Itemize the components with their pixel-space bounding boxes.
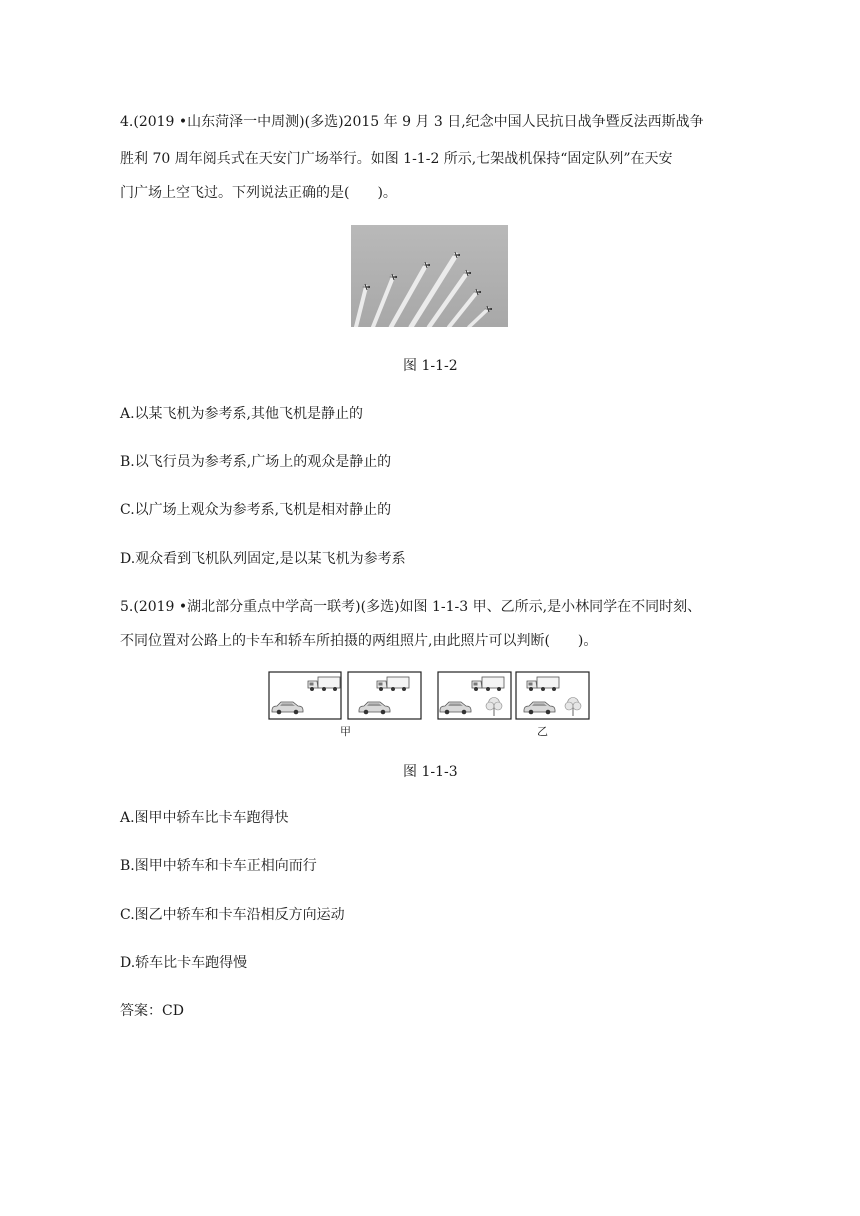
photo-yi-2 [516, 672, 589, 719]
q5-line-1: 5.(2019 •湖北部分重点中学高一联考)(多选)如图 1-1-3 甲、乙所示,是小林同学在不同时刻、 [120, 599, 702, 615]
q4-figure-caption: 图 1-1-2 [403, 358, 458, 374]
jets-formation-photo [351, 225, 508, 327]
q5-option-a: A.图甲中轿车比卡车跑得快 [120, 810, 289, 826]
q5-option-d: D.轿车比卡车跑得慢 [120, 955, 248, 971]
q4-option-c: C.以广场上观众为参考系,飞机是相对静止的 [120, 502, 392, 518]
q4-line-2: 胜利 70 周年阅兵式在天安门广场举行。如图 1-1-2 所示,七架战机保持“固定队列”在天安 [120, 151, 673, 167]
q4-option-d: D.观众看到飞机队列固定,是以某飞机为参考系 [120, 551, 406, 567]
panel-label-jia: 甲 [340, 725, 351, 738]
q5-figure-caption: 图 1-1-3 [403, 764, 458, 780]
photo-jia-1 [269, 672, 341, 719]
q4-line-1: 4.(2019 •山东菏泽一中周测)(多选)2015 年 9 月 3 日,纪念中国人民抗日战争暨反法西斯战争 [120, 114, 704, 130]
q5-option-c: C.图乙中轿车和卡车沿相反方向运动 [120, 907, 345, 923]
photo-jia-2 [348, 672, 421, 719]
photo-yi-1 [438, 672, 511, 719]
panel-label-yi: 乙 [537, 725, 548, 738]
q4-option-b: B.以飞行员为参考系,广场上的观众是静止的 [120, 454, 392, 470]
q5-option-b: B.图甲中轿车和卡车正相向而行 [120, 858, 317, 874]
q4-line-3: 门广场上空飞过。下列说法正确的是( )。 [120, 185, 397, 201]
q5-line-2: 不同位置对公路上的卡车和轿车所拍摄的两组照片,由此照片可以判断( )。 [120, 633, 598, 649]
q4-option-a: A.以某飞机为参考系,其他飞机是静止的 [120, 406, 364, 422]
answer-text: 答案：CD [120, 1003, 184, 1019]
